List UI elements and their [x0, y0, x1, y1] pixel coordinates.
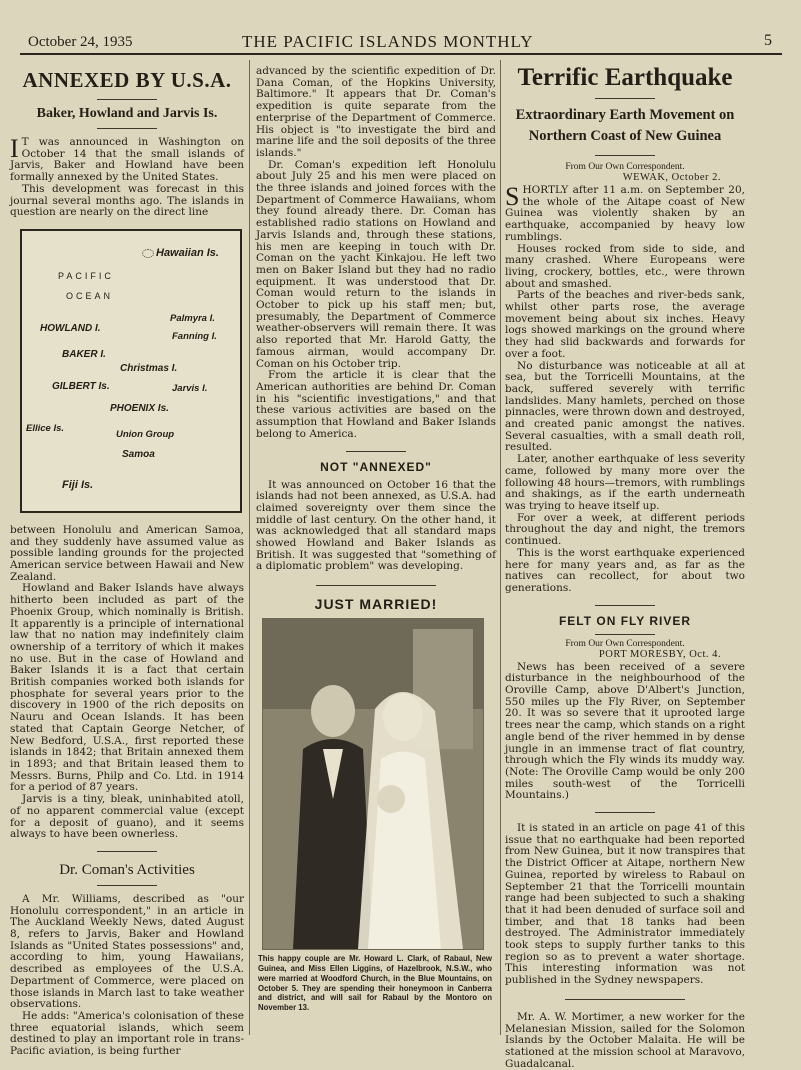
dateline: WEWAK, October 2.	[622, 172, 721, 183]
header-rule	[20, 53, 782, 55]
divider	[595, 605, 655, 606]
divider	[595, 155, 655, 156]
headline-earthquake: Terrific Earthquake	[517, 64, 733, 91]
photo-caption: This happy couple are Mr. Howard L. Clark, of Rabaul, New Guinea, and Miss Ellen Liggins, of Hazelbrook, N.S.W., who were married at Woodford Church, in the Blue Mountains, on October 5. They are spending their honeymoon in Canberra and district, and will sail for Rabaul by the Montoro on November 13.	[258, 954, 492, 1013]
issue-date: October 24, 1935	[28, 34, 133, 50]
article-paragraph: Mr. A. W. Mortimer, a new worker for the Melanesian Mission, sailed for the Solomon Islands by the October Malaita. He will be stationed at the mission school at Maravovo, Guadalcanal.	[505, 1010, 745, 1070]
article-paragraph: Parts of the beaches and river-beds sank, whilst other parts rose, the average movement being about six inches. Heavy logs showed markings on the ground where they had slid backwards and forwards for over a foot.	[505, 289, 745, 360]
article-paragraph: SHORTLY after 11 a.m. on September 20, the whole of the Aitape coast of New Guinea was violently shaken by an earthquake, accompanied by heavy low rumblings.	[505, 182, 745, 243]
divider	[97, 851, 157, 852]
map-label-howland: HOWLAND I.	[40, 322, 101, 334]
map-label-ellice: Ellice Is.	[26, 422, 65, 434]
wedding-couple-illustration	[263, 619, 483, 949]
divider	[595, 98, 655, 99]
map-label-baker: BAKER I.	[62, 348, 106, 360]
map-label-fanning: Fanning I.	[172, 330, 217, 342]
map-label-union: Union Group	[116, 428, 175, 440]
map-label-gilbert: GILBERT Is.	[52, 380, 110, 392]
publication-title: THE PACIFIC ISLANDS MONTHLY	[242, 32, 534, 51]
wedding-photo	[262, 618, 484, 950]
drop-cap: S	[505, 182, 520, 211]
divider	[565, 999, 685, 1000]
map-label-fiji: Fiji Is.	[62, 478, 94, 491]
article-paragraph: advanced by the scientific expedition of Dr. Dana Coman, of the Hopkins University, Baltimore." It appears that Dr. Coman's expedition is quite separate from the enterprise of the Department of Commerce. His object is "to investigate the bird and marine life and the soil deposits of the three islands."	[256, 65, 496, 159]
article-paragraph: Jarvis is a tiny, bleak, uninhabited atoll, of no apparent commercial value (except for a deposit of guano), and it seems always to have been ownerless.	[10, 793, 244, 841]
divider	[595, 812, 655, 813]
page-number: 5	[764, 32, 772, 49]
headline-annexed: ANNEXED BY U.S.A.	[22, 68, 232, 92]
article-paragraph: News has been received of a severe disturbance in the neighbourhood of the Oroville Camp, above D'Albert's Junction, 550 miles up the Fly River, on September 20. It was so severe that it uprooted large trees near the camp, which stands on a right angle bend of the river hemmed in by dense jungle in an immense tract of flat country, through which the Fly winds its muddy way. (Note: The Oroville Camp would be only 200 miles south-west of the Torricelli Mountains.)	[505, 660, 745, 802]
article-paragraph: He adds: "America's colonisation of these three equatorial islands, which seem destined to play an important role in trans-Pacific aviation, is being further	[10, 1009, 244, 1058]
section-heading-coman: Dr. Coman's Activities	[59, 861, 195, 878]
map-label-hawaiian: Hawaiian Is.	[142, 247, 219, 259]
article-paragraph: For over a week, at different periods throughout the day and night, the tremors continued.	[505, 511, 745, 548]
map-label-christmas: Christmas I.	[120, 362, 178, 374]
article-paragraph: This development was forecast in this journal several months ago. The islands in question are nearly on the direct line	[10, 182, 244, 219]
map-label-samoa: Samoa	[122, 448, 155, 460]
divider	[595, 634, 655, 635]
article-paragraph: Howland and Baker Islands have always hitherto been included as part of the Phoenix Group, which nominally is British. It apparently is a principle of international law that no nation may indefinitely claim ownership of a territory of which it makes no use. But in the case of Howland and Baker Islands it is a fact that certain British companies worked both islands for phosphate for several years prior to the discovery in 1900 of the rich deposits on Nauru and Ocean Islands. It has been stated that Captain George Netcher, of New Bedford, U.S.A., first reported these islands in 1842; that Britain annexed them in 1893; and that Britain leased them to Messrs. Burns, Philp and Co. Ltd. in 1914 for a period of 87 years.	[10, 582, 244, 794]
dateline: PORT MORESBY, Oct. 4.	[598, 648, 721, 660]
divider	[97, 885, 157, 886]
article-paragraph: A Mr. Williams, described as "our Honolulu correspondent," in an article in The Auckland Weekly News, dated August 8, refers to Jarvis, Baker and Howland Islands as "United States possessions" and, according to him, young Hawaiians, described as employees of the U.S.A. Department of Commerce, were placed on those islands in March last to take weather observations.	[10, 892, 244, 1011]
column-2	[256, 60, 496, 1043]
column-3	[505, 60, 745, 1070]
byline: From Our Own Correspondent.	[565, 162, 685, 172]
subhead-islands: Baker, Howland and Jarvis Is.	[36, 106, 218, 121]
article-paragraph: From the article it is clear that the American authorities are behind Dr. Coman in his "scientific investigations," and that these various activities are based on the assumption that Howland and Baker Islands belong to America.	[256, 369, 496, 440]
article-paragraph: This is the worst earthquake experienced here for many years and, as far as the natives can recollect, for about two generations.	[505, 546, 745, 594]
divider	[97, 128, 157, 129]
subhead-earth-movement: Extraordinary Earth Movement on Northern Coast of New Guinea	[515, 107, 735, 144]
section-heading-fly-river: FELT ON FLY RIVER	[558, 613, 692, 628]
article-paragraph: Later, another earthquake of less severity came, followed by many more over the following 48 hours—tremors, with rumblings and shakings, as if the earth underneath was trying to heave itself up.	[505, 453, 745, 512]
heading-just-married: JUST MARRIED!	[314, 596, 438, 613]
article-paragraph: Houses rocked from side to side, and many crashed. Where Europeans were living, crockery, bottles, etc., were thrown about and smashed.	[505, 242, 745, 290]
map-label-phoenix: PHOENIX Is.	[110, 402, 169, 414]
article-paragraph: No disturbance was noticeable at all at sea, but the Torricelli Mountains, at the back, suffered severely with terrific landslides. Many hamlets, perched on those pinnacles, were thrown down and destroyed, and created panic amongst the natives. Several casualties, with a small death roll, resulted.	[505, 359, 745, 454]
article-paragraph: between Honolulu and American Samoa, and they suddenly have assumed value as possible landing grounds for the projected American service between Hawaii and New Zealand.	[10, 523, 244, 583]
column-divider	[249, 60, 250, 1035]
article-paragraph: I T was announced in Washington on October 14 that the small islands of Jarvis, Baker and Howland have been formally annexed by the United States.	[10, 134, 244, 184]
section-heading-not-annexed: NOT "ANNEXED"	[320, 459, 432, 474]
column-1	[10, 60, 244, 1058]
byline: From Our Own Correspondent.	[565, 638, 685, 649]
divider	[97, 99, 157, 100]
column-divider	[500, 60, 501, 1035]
map-label-palmyra: Palmyra I.	[170, 312, 215, 324]
article-paragraph: It is stated in an article on page 41 of this issue that no earthquake had been reported from New Guinea, but it now transpires that the District Officer at Aitape, northern New Guinea, reported by wireless to Rabaul on September 21 that the Torricelli mountain range had been subjected to such a shaking that it had been denuded of surface soil and timber, and that 18 tanks had been destroyed. The Administrator immediately took steps to supply further tanks to this region so as to prevent a water shortage. This interesting information was not published in the Sydney newspapers.	[505, 822, 745, 987]
pacific-islands-map	[20, 229, 242, 513]
divider	[346, 451, 406, 452]
map-label-jarvis: Jarvis I.	[172, 382, 208, 394]
map-label-ocean: OCEAN	[66, 290, 114, 301]
drop-cap: I	[10, 134, 19, 163]
map-label-pacific: PACIFIC	[58, 270, 114, 281]
divider	[316, 585, 436, 586]
article-paragraph: It was announced on October 16 that the islands had not been annexed, as U.S.A. had claimed sovereignty over them since the middle of last century. On the other hand, it was acknowledged that all standard maps showed Howland and Baker Islands as British. It was suggested that "something of a diplomatic problem" was developing.	[256, 478, 496, 573]
article-paragraph: Dr. Coman's expedition left Honolulu about July 25 and his men were placed on the three islands and joined forces with the Department of Commerce Hawaiians, whom they found already there. Dr. Coman has established radio stations on Howland and Jarvis Islands and, through these stations, his men are keeping in touch with Dr. Coman on the yacht Kinkajou. He left two men on Baker Island but they had no radio equipment. It was understood that Dr. Coman would return to the islands in October to pick up his staff men; but, presumably, the Department of Commerce weather-observers will remain there. It was also reported that Mr. Harold Gatty, the famous airman, would accompany Dr. Coman on his October trip.	[256, 158, 496, 370]
